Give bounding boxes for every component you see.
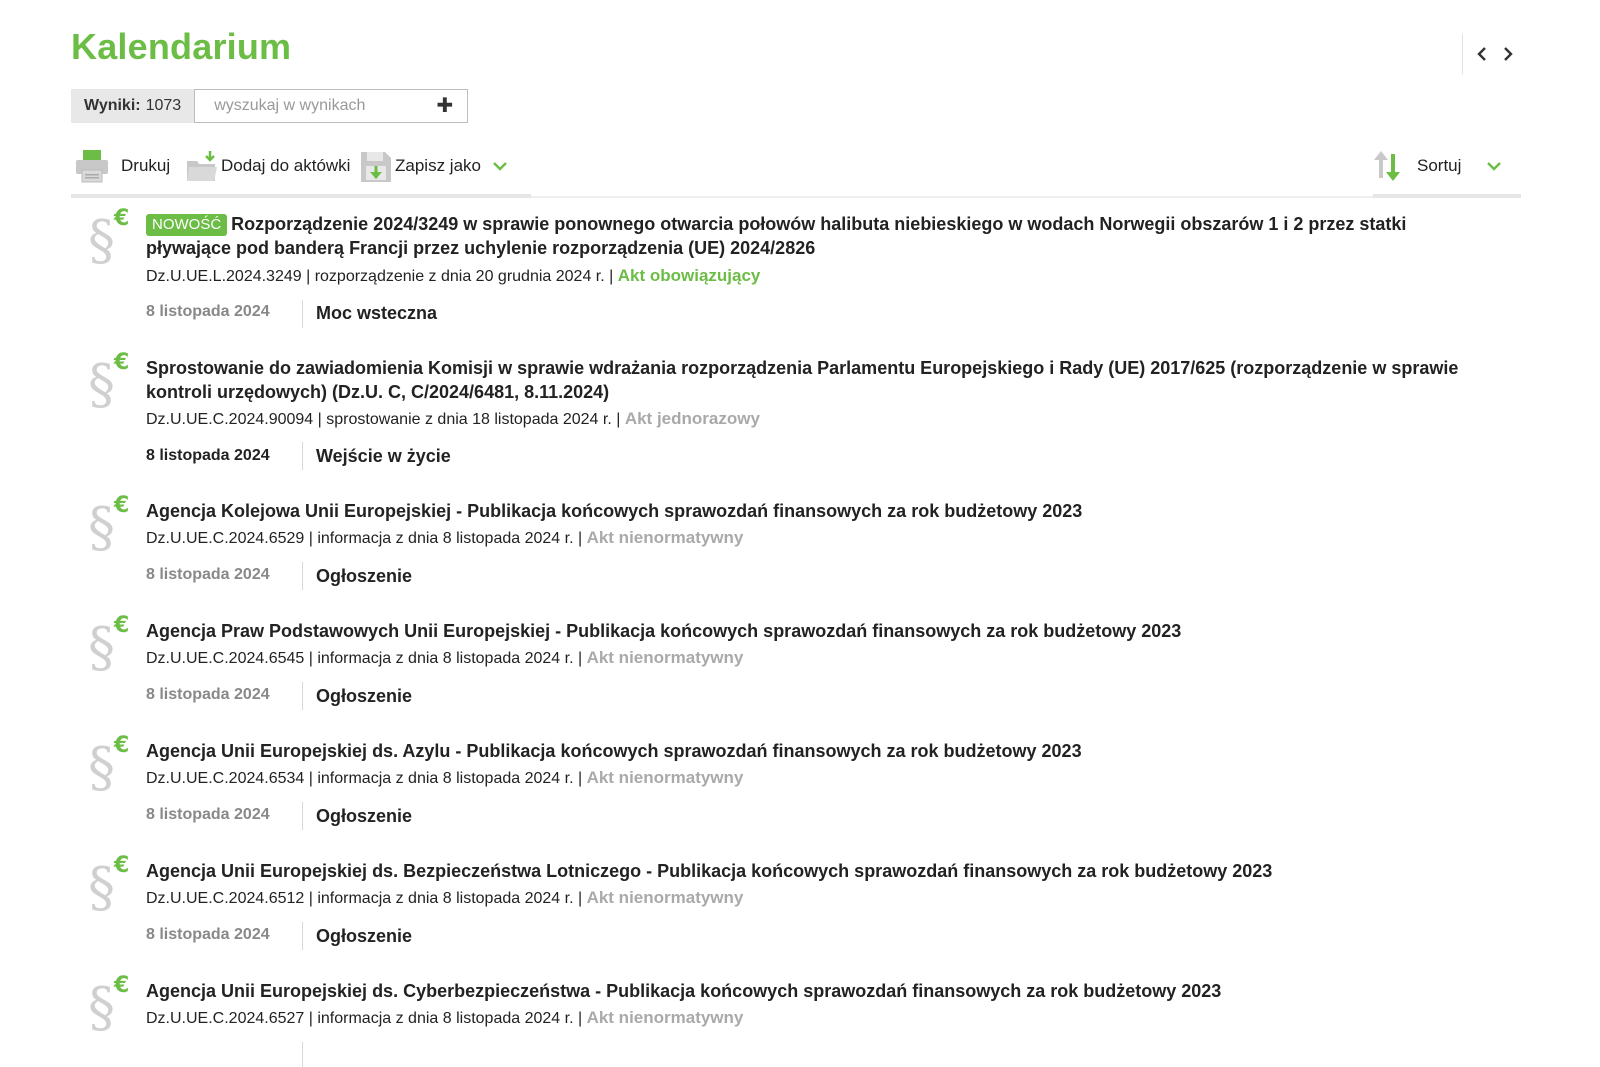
sort-button[interactable]	[1371, 144, 1501, 188]
item-date: 8 listopada 2024	[146, 686, 270, 703]
item-meta	[146, 647, 743, 670]
status-badge: Akt obowiązujący	[617, 266, 761, 285]
new-badge: NOWOŚĆ	[146, 214, 227, 236]
plus-icon[interactable]: ✚	[436, 95, 454, 117]
pager	[1462, 34, 1515, 74]
chevron-down-icon	[493, 161, 507, 171]
eu-act-icon	[88, 350, 140, 418]
item-date: 8 listopada 2024	[146, 303, 270, 320]
item-title-link[interactable]: Agencja Unii Europejskiej ds. Azylu - Publikacja końcowych sprawozdań finansowych za rok budżetowy 2023	[146, 741, 1082, 761]
item-meta	[146, 527, 743, 550]
item-event: Ogłoszenie	[316, 926, 413, 946]
item-meta	[146, 408, 760, 431]
page-title: Kalendarium	[71, 26, 292, 67]
item-title-link[interactable]: Agencja Unii Europejskiej ds. Bezpieczeństwa Lotniczego - Publikacja końcowych sprawozdań finansowych za rok budżetowy 2023	[146, 861, 1273, 881]
euro-icon: €	[114, 493, 130, 518]
print-button[interactable]	[75, 144, 170, 188]
paragraph-icon: §	[88, 856, 115, 919]
paragraph-icon: §	[88, 616, 115, 679]
status-badge: Akt jednorazowy	[624, 409, 760, 428]
chevron-left-icon[interactable]	[1475, 44, 1489, 64]
results-label: Wyniki:	[84, 97, 141, 114]
save-as-label: Zapisz jako	[395, 156, 481, 175]
item-meta	[146, 887, 743, 910]
toolbar	[71, 144, 1521, 200]
save-icon	[359, 148, 393, 184]
item-reference: Dz.U.UE.C.2024.6512 | informacja z dnia 8 listopada 2024 r. |	[146, 890, 583, 907]
eu-act-icon	[88, 853, 140, 921]
printer-icon	[75, 149, 109, 183]
item-date: 8 listopada 2024	[146, 926, 270, 943]
item-reference: Dz.U.UE.C.2024.6529 | informacja z dnia 8 listopada 2024 r. |	[146, 530, 583, 547]
item-title-link[interactable]: Sprostowanie do zawiadomienia Komisji w sprawie wdrażania rozporządzenia Parlamentu Europejskiego i Rady (UE) 2017/625 (rozporządzenie w sprawie kontroli urzędowych) (Dz.U. C, C/2024/6481, 8.11.2024)	[146, 358, 1459, 402]
item-divider	[302, 1042, 303, 1067]
item-title: Rozporządzenie 2024/3249 w sprawie ponownego otwarcia połowów halibuta niebieskiego w wodach Norwegii obszarów 1 i 2 przez statki pływające pod banderą Francji przez uchylenie rozporządzenia (UE) 2024/2826	[146, 214, 1407, 258]
sort-label: Sortuj	[1417, 156, 1462, 175]
paragraph-icon: §	[88, 353, 115, 416]
eu-act-icon	[88, 973, 140, 1041]
add-to-briefcase-button[interactable]	[185, 144, 350, 188]
item-event: Ogłoszenie	[316, 686, 413, 706]
item-divider	[302, 442, 303, 470]
search-input[interactable]	[195, 91, 425, 121]
paragraph-icon: §	[88, 209, 115, 272]
euro-icon: €	[114, 206, 130, 231]
status-badge: Akt nienormatywny	[586, 528, 744, 547]
item-event: Ogłoszenie	[316, 566, 413, 586]
toolbar-divider-right	[1373, 194, 1521, 198]
folder-add-icon	[185, 149, 219, 183]
eu-act-icon	[88, 733, 140, 801]
paragraph-icon: §	[88, 976, 115, 1039]
item-meta	[146, 1007, 743, 1030]
item-meta	[146, 767, 743, 790]
results-count	[71, 89, 194, 123]
item-title-link[interactable]: Agencja Kolejowa Unii Europejskiej - Publikacja końcowych sprawozdań finansowych za rok budżetowy 2023	[146, 501, 1083, 521]
item-title-link[interactable]: Agencja Unii Europejskiej ds. Cyberbezpieczeństwa - Publikacja końcowych sprawozdań finansowych za rok budżetowy 2023	[146, 981, 1222, 1001]
toolbar-divider-left	[71, 194, 531, 198]
eu-act-icon	[88, 613, 140, 681]
add-to-briefcase-label: Dodaj do aktówki	[221, 156, 351, 175]
eu-act-icon	[88, 493, 140, 561]
print-label: Drukuj	[121, 156, 171, 175]
item-meta	[146, 265, 760, 288]
item-event: Moc wsteczna	[316, 303, 438, 323]
item-divider	[302, 300, 303, 328]
item-divider	[302, 682, 303, 710]
item-divider	[302, 562, 303, 590]
euro-icon: €	[114, 853, 130, 878]
paragraph-icon: §	[88, 496, 115, 559]
results-bar	[71, 89, 468, 123]
item-divider	[302, 922, 303, 950]
eu-act-icon	[88, 206, 140, 274]
status-badge: Akt nienormatywny	[586, 1008, 744, 1027]
item-date: 8 listopada 2024	[146, 806, 270, 823]
results-value: 1073	[145, 97, 182, 114]
item-title-link[interactable]: Agencja Praw Podstawowych Unii Europejskiej - Publikacja końcowych sprawozdań finansowych za rok budżetowy 2023	[146, 621, 1182, 641]
chevron-right-icon[interactable]	[1501, 44, 1515, 64]
search-box	[194, 89, 468, 123]
status-badge: Akt nienormatywny	[586, 888, 744, 907]
item-reference: Dz.U.UE.C.2024.90094 | sprostowanie z dnia 18 listopada 2024 r. |	[146, 411, 621, 428]
paragraph-icon: §	[88, 736, 115, 799]
item-event: Wejście w życie	[316, 446, 451, 466]
euro-icon: €	[114, 613, 130, 638]
euro-icon: €	[114, 973, 130, 998]
item-reference: Dz.U.UE.C.2024.6545 | informacja z dnia 8 listopada 2024 r. |	[146, 650, 583, 667]
status-badge: Akt nienormatywny	[586, 648, 744, 667]
item-title-link[interactable]	[146, 212, 1486, 260]
status-badge: Akt nienormatywny	[586, 768, 744, 787]
euro-icon: €	[114, 733, 130, 758]
item-reference: Dz.U.UE.C.2024.6534 | informacja z dnia 8 listopada 2024 r. |	[146, 770, 583, 787]
save-as-button[interactable]	[359, 144, 507, 188]
item-date: 8 listopada 2024	[146, 447, 270, 464]
sort-icon	[1371, 148, 1403, 184]
item-divider	[302, 802, 303, 830]
chevron-down-icon	[1487, 161, 1501, 171]
item-reference: Dz.U.UE.C.2024.6527 | informacja z dnia 8 listopada 2024 r. |	[146, 1010, 583, 1027]
item-event: Ogłoszenie	[316, 806, 413, 826]
euro-icon: €	[114, 350, 130, 375]
item-reference: Dz.U.UE.L.2024.3249 | rozporządzenie z dnia 20 grudnia 2024 r. |	[146, 268, 614, 285]
item-date: 8 listopada 2024	[146, 566, 270, 583]
